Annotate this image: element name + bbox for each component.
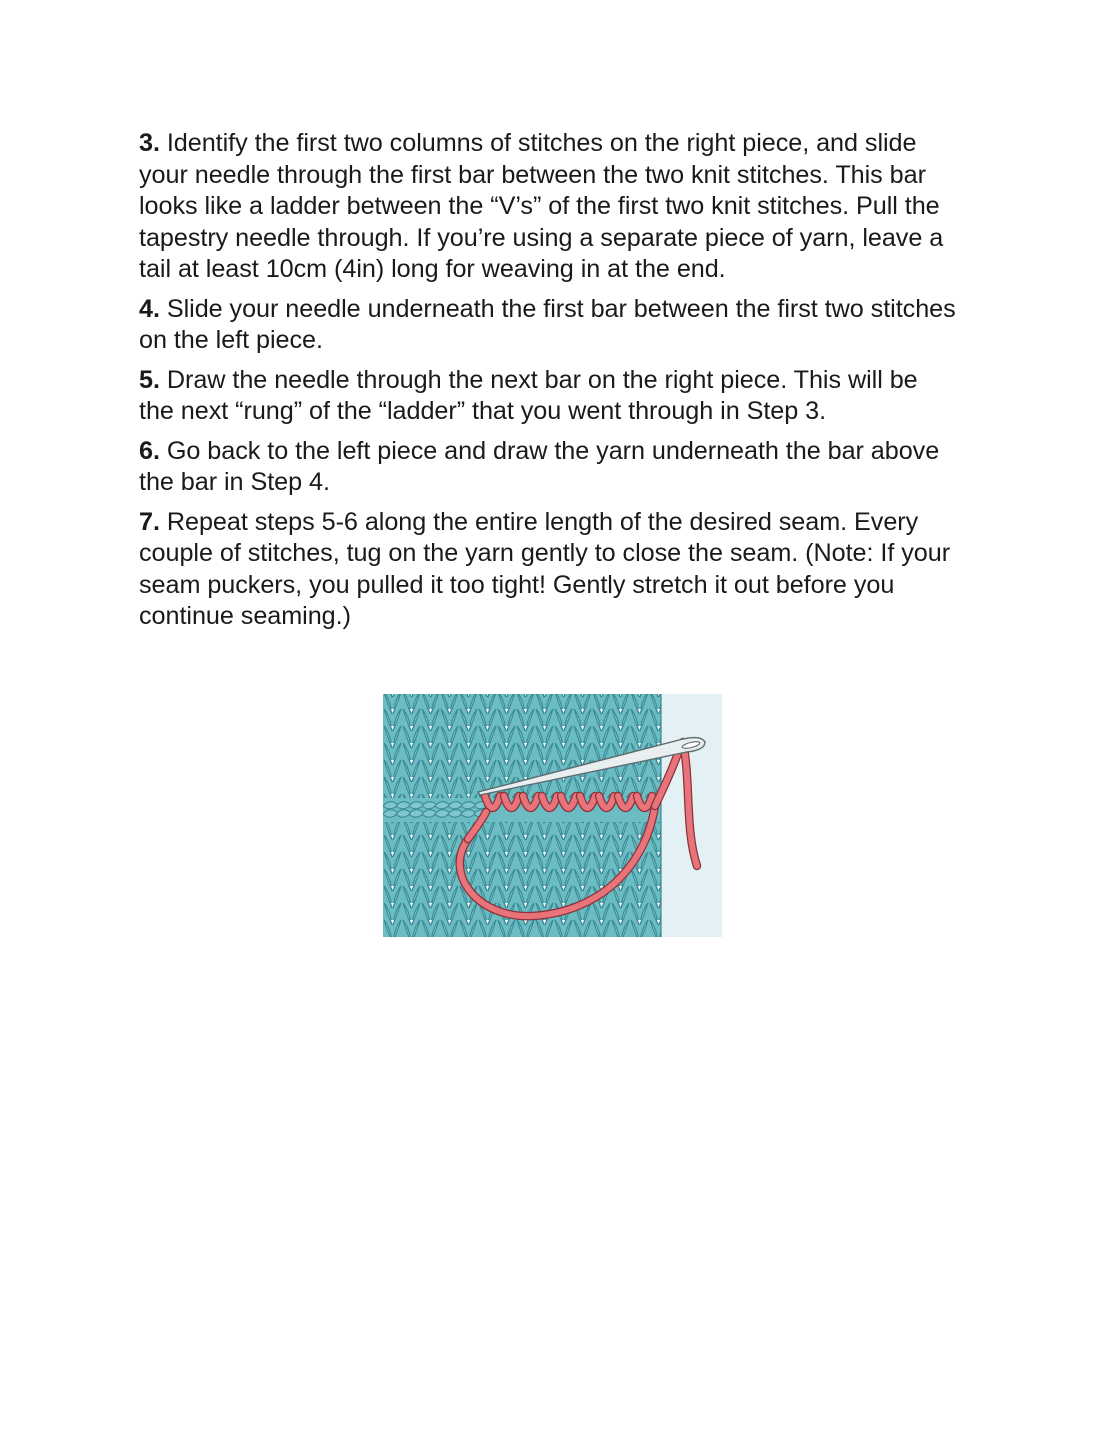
step-4 [139, 294, 959, 357]
step-number: 3. [139, 129, 160, 157]
step-text: Draw the needle through the next bar on the right piece. This will be the next “rung” of the “ladder” that you went through in Step 3. [139, 365, 918, 425]
instructions [139, 128, 959, 641]
step-5 [139, 365, 959, 428]
step-number: 6. [139, 436, 160, 465]
step-number: 7. [139, 507, 160, 536]
step-number: 5. [139, 365, 160, 394]
step-text: Slide your needle underneath the first bar between the first two stitches on the left piece. [139, 294, 956, 354]
step-number: 4. [139, 294, 160, 323]
knitting-diagram [383, 694, 722, 937]
mattress-stitch-illustration [383, 694, 722, 937]
step-text: Repeat steps 5-6 along the entire length of the desired seam. Every couple of stitches, tug on the yarn gently to close the seam. (Note: If your seam puckers, you pulled it too tight! Gently stretch it out before you continue seaming.) [139, 507, 951, 630]
step-3 [139, 128, 959, 286]
step-text: Go back to the left piece and draw the yarn underneath the bar above the bar in Step 4. [139, 436, 940, 496]
step-7 [139, 507, 959, 633]
step-text: Identify the first two columns of stitches on the right piece, and slide your needle through the first bar between the two knit stitches. This bar looks like a ladder between the “V’s” of the first two knit stitches. Pull the tapestry needle through. If you’re using a separate piece of yarn, leave a tail at least 10cm (4in) long for weaving in at the end. [139, 129, 944, 283]
step-6 [139, 436, 959, 499]
